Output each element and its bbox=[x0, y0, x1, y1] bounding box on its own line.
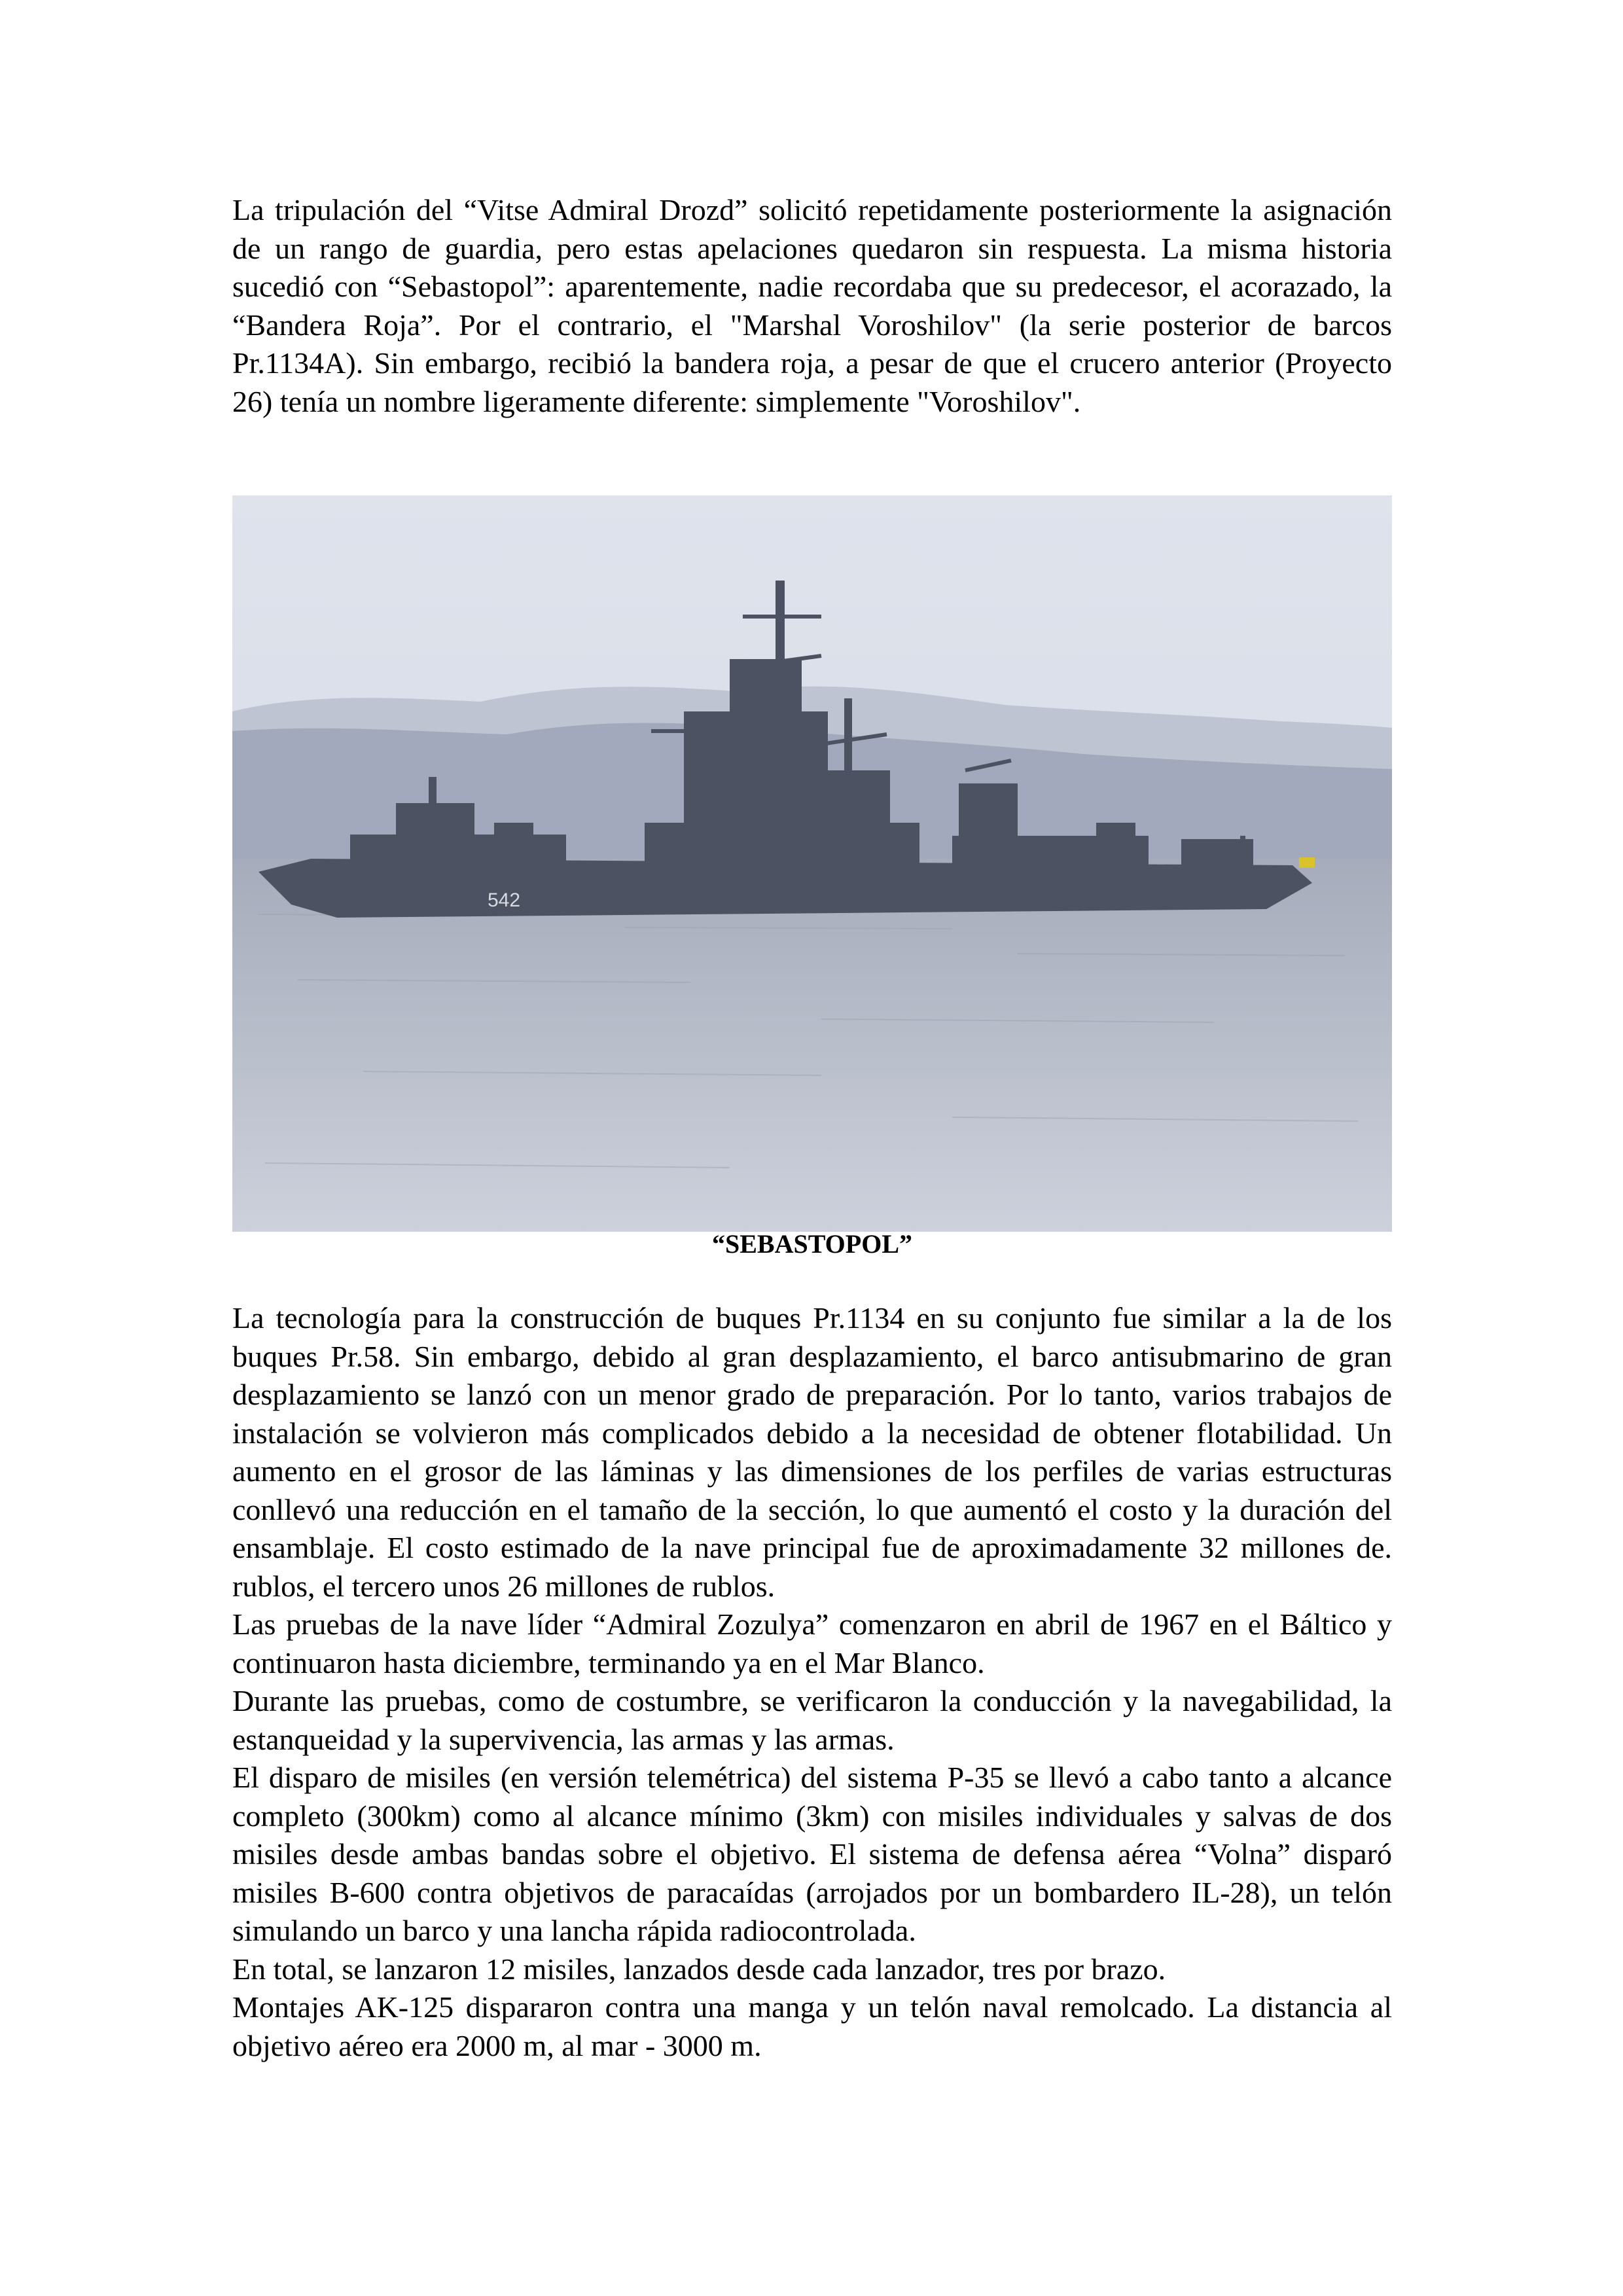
paragraph: La tripulación del “Vitse Admiral Drozd” solicitó repetidamente posteriormente la asignación de un rango de guardia, pero estas apelaciones quedaron sin respuesta. La misma historia sucedió con “Sebastopol”: aparentemente, nadie recordaba que su predecesor, el acorazado, la “Bandera Roja”. Por el contrario, el "Marshal Voroshilov" (la serie posterior de barcos Pr.1134A). Sin embargo, recibió la bandera roja, a pesar de que el crucero anterior (Proyecto 26) tenía un nombre ligeramente diferente: simplemente "Voroshilov". bbox=[232, 193, 1392, 418]
paragraph: Durante las pruebas, como de costumbre, se verificaron la conducción y la navegabilidad, la estanqueidad y la supervivencia, las armas y las armas. bbox=[232, 1684, 1392, 1756]
paragraph: En total, se lanzaron 12 misiles, lanzados desde cada lanzador, tres por brazo. bbox=[232, 1952, 1166, 1986]
intro-text bbox=[232, 191, 1392, 421]
paragraph: Montajes AK-125 dispararon contra una manga y un telón naval remolcado. La distancia al objetivo aéreo era 2000 m, al mar - 3000 m. bbox=[232, 1990, 1392, 2062]
ship-photo bbox=[232, 495, 1392, 1232]
paragraph: Las pruebas de la nave líder “Admiral Zozulya” comenzaron en abril de 1967 en el Báltico y continuaron hasta diciembre, terminando ya en el Mar Blanco. bbox=[232, 1607, 1392, 1679]
paragraph: La tecnología para la construcción de buques Pr.1134 en su conjunto fue similar a la de los buques Pr.58. Sin embargo, debido al gran desplazamiento, el barco antisubmarino de gran desplazamiento se lanzó con un menor grado de preparación. Por lo tanto, varios trabajos de instalación se volvieron más complicados debido a la necesidad de obtener flotabilidad. Un aumento en el grosor de las láminas y las dimensiones de los perfiles de varias estructuras conllevó una reducción en el tamaño de la sección, lo que aumentó el costo y la duración del ensamblaje. El costo estimado de la nave principal fue de aproximadamente 32 millones de. rublos, el tercero unos 26 millones de rublos. bbox=[232, 1301, 1392, 1603]
body-text bbox=[232, 1299, 1392, 2065]
figure-caption: “SEBASTOPOL” bbox=[711, 1229, 913, 1259]
hull-number: 542 bbox=[488, 889, 521, 911]
flag bbox=[1299, 857, 1315, 868]
paragraph: El disparo de misiles (en versión telemétrica) del sistema P-35 se llevó a cabo tanto a alcance completo (300km) como al alcance mínimo (3km) con misiles individuales y salvas de dos misiles desde ambas bandas sobre el objetivo. El sistema de defensa aérea “Volna” disparó misiles B-600 contra objetivos de paracaídas (arrojados por un bombardero IL-28), un telón simulando un barco y una lancha rápida radiocontrolada. bbox=[232, 1761, 1392, 1947]
